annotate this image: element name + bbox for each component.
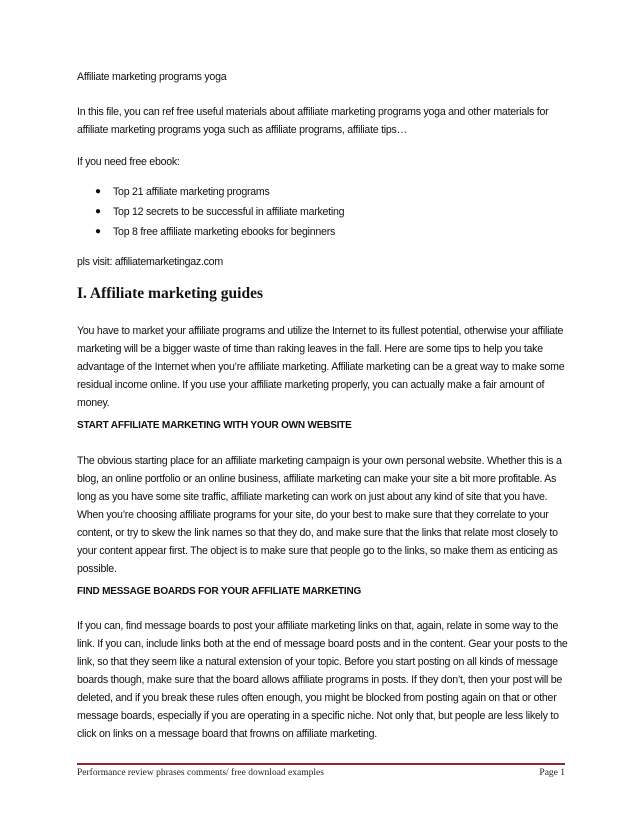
section-heading: I. Affiliate marketing guides bbox=[77, 285, 263, 302]
ebook-list bbox=[95, 182, 344, 242]
subheading-own-website: START AFFILIATE MARKETING WITH YOUR OWN WEBSITE bbox=[77, 420, 352, 431]
document-title: Affiliate marketing programs yoga bbox=[77, 71, 227, 83]
list-item: ● Top 21 affiliate marketing programs bbox=[95, 182, 344, 202]
need-ebook-text: If you need free ebook: bbox=[77, 156, 180, 168]
footer-text: Performance review phrases comments/ free download examples bbox=[77, 768, 324, 778]
bullet-icon: ● bbox=[95, 206, 101, 217]
bullet-icon: ● bbox=[95, 186, 101, 197]
guide-paragraph: You have to market your affiliate programs and utilize the Internet to its fullest potential, otherwise your affiliate marketing will be a bigger waste of time than raking leaves in the fall. Here are some tips to help you take advantage of the Internet when you’re affiliate marketing. Affiliate marketing can be a great way to make some residual income online. If you use your affiliate marketing properly, you can actually make a fair amount of money. bbox=[77, 325, 565, 409]
page-number: Page 1 bbox=[539, 768, 565, 778]
footer-rule bbox=[77, 763, 565, 765]
subheading-message-boards: FIND MESSAGE BOARDS FOR YOUR AFFILIATE MARKETING bbox=[77, 586, 362, 597]
intro-paragraph: In this file, you can ref free useful materials about affiliate marketing programs yoga and other materials for affiliate marketing programs yoga such as affiliate programs, affiliate tips… bbox=[77, 106, 549, 136]
bullet-icon: ● bbox=[95, 226, 101, 237]
visit-link-text: pls visit: affiliatemarketingaz.com bbox=[77, 256, 223, 268]
message-boards-paragraph: If you can, find message boards to post your affiliate marketing links on that, again, relate in some way to the link. If you can, include links both at the end of message board posts and in the content. Gear your posts to the link, so that they seem like a natural extension of your topic. Before you start posting on all kinds of message boards though, make sure that the board allows affiliate programs in posts. If they don’t, then your post will be deleted, and if you break these rules often enough, you might be blocked from posting again on that or other message boards, especially if you are operating in a specific niche. Not only that, but people are less likely to click on links on a message board that frowns on affiliate marketing. bbox=[77, 620, 568, 740]
own-website-paragraph: The obvious starting place for an affiliate marketing campaign is your own personal website. Whether this is a blog, an online portfolio or an online business, affiliate marketing can make your site a bit more profitable. As long as you have some site traffic, affiliate marketing can work on just about any kind of site that you have. When you’re choosing affiliate programs for your site, do your best to make sure that they correlate to your content, or try to skew the link names so that they do, and make sure that the links that relate most closely to your content appear first. The object is to make sure that people go to the links, so make them as enticing as possible. bbox=[77, 455, 562, 575]
list-item: ● Top 8 free affiliate marketing ebooks for beginners bbox=[95, 222, 344, 242]
list-item: ● Top 12 secrets to be successful in affiliate marketing bbox=[95, 202, 344, 222]
